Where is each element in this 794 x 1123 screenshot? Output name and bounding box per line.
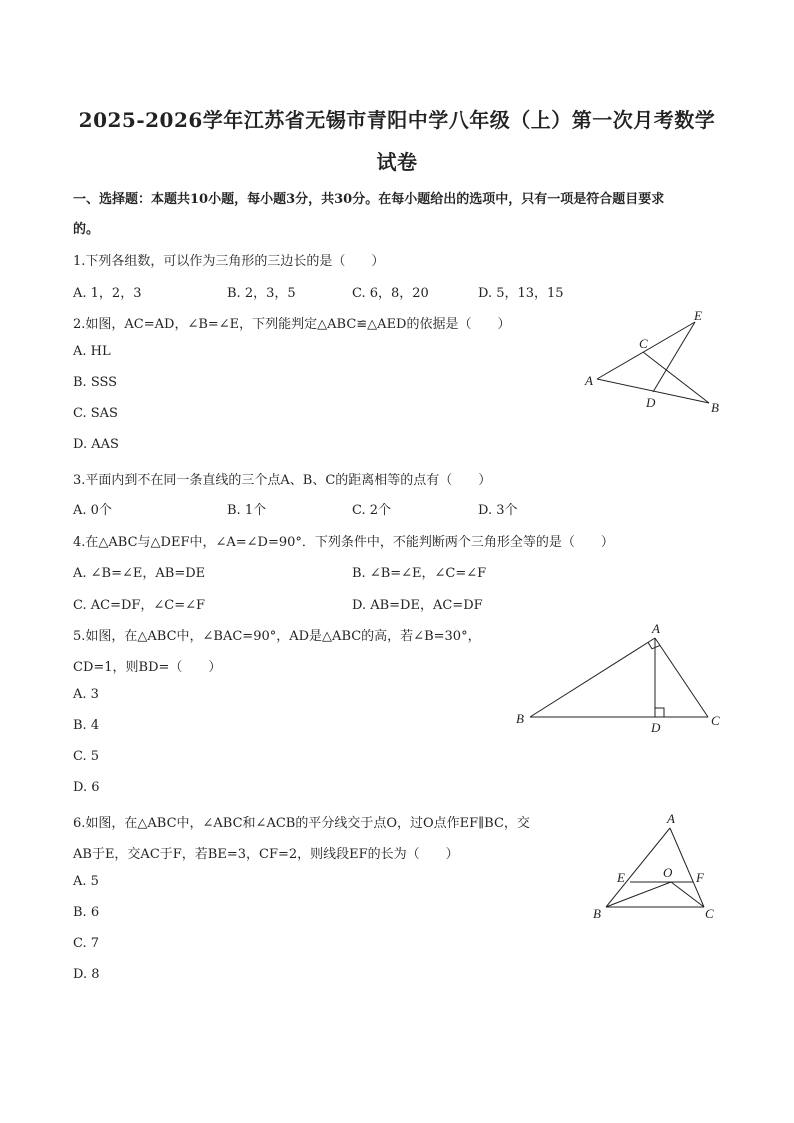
question-6-option-d[interactable]: D. 8 <box>73 967 100 982</box>
question-4-option-b[interactable]: B. ∠B=∠E，∠C=∠F <box>352 566 487 581</box>
question-2-option-d[interactable]: D. AAS <box>73 437 119 452</box>
question-5-stem-line1: 5.如图，在△ABC中，∠BAC=90°，AD是△ABC的高，若∠B=30°， <box>73 629 481 644</box>
question-3-stem: 3.平面内到不在同一条直线的三个点A、B、C的距离相等的点有（ ） <box>73 473 492 488</box>
question-3-option-b[interactable]: B. 1个 <box>227 503 267 518</box>
segment-ac <box>655 638 708 717</box>
paper-title-line1: 2025-2026学年江苏省无锡市青阳中学八年级（上）第一次月考数学 <box>78 108 716 132</box>
question-5-option-b[interactable]: B. 4 <box>73 718 100 733</box>
point-c-label: C <box>705 906 714 921</box>
point-a-label: A <box>585 373 593 388</box>
point-b-label: B <box>593 906 601 921</box>
question-5-figure <box>510 620 730 740</box>
point-c-label: C <box>639 336 648 351</box>
point-a-label: A <box>652 621 660 636</box>
segment-ba <box>530 638 655 717</box>
question-6-option-a[interactable]: A. 5 <box>73 874 99 889</box>
question-5-option-a[interactable]: A. 3 <box>73 687 99 702</box>
question-1-stem: 1.下列各组数，可以作为三角形的三边长的是（ ） <box>73 254 385 269</box>
question-1-option-a[interactable]: A. 1，2，3 <box>73 286 142 301</box>
question-1-option-d[interactable]: D. 5，13，15 <box>478 286 564 301</box>
question-4-option-a[interactable]: A. ∠B=∠E，AB=DE <box>73 566 206 581</box>
question-6-figure <box>590 810 730 925</box>
point-c-label: C <box>711 713 720 728</box>
question-6-stem-line1: 6.如图，在△ABC中，∠ABC和∠ACB的平分线交于点O，过O点作EF∥BC，交 <box>73 816 530 831</box>
point-d-label: D <box>646 395 656 410</box>
segment-ed <box>653 322 695 392</box>
segment-ac <box>670 828 704 907</box>
question-5-option-c[interactable]: C. 5 <box>73 749 100 764</box>
question-4-option-d[interactable]: D. AB=DE，AC=DF <box>352 598 483 613</box>
point-f-label: F <box>696 870 704 885</box>
question-6-stem-line2: AB于E，交AC于F，若BE=3，CF=2，则线段EF的长为（ ） <box>73 847 459 862</box>
question-1-option-c[interactable]: C. 6，8，20 <box>352 286 429 301</box>
right-angle-mark-d <box>655 708 664 717</box>
paper-title-line2: 试卷 <box>376 150 418 174</box>
question-2-option-b[interactable]: B. SSS <box>73 375 118 390</box>
question-2-option-a[interactable]: A. HL <box>73 344 111 359</box>
question-2-option-c[interactable]: C. SAS <box>73 406 118 421</box>
question-3-option-c[interactable]: C. 2个 <box>352 503 392 518</box>
question-1-option-b[interactable]: B. 2，3，5 <box>227 286 296 301</box>
question-6-option-b[interactable]: B. 6 <box>73 905 100 920</box>
question-2-figure <box>580 308 730 418</box>
point-e-label: E <box>694 308 702 323</box>
point-b-label: B <box>711 400 719 415</box>
question-3-option-a[interactable]: A. 0个 <box>73 503 112 518</box>
section-header-line1: 一、选择题：本题共10小题，每小题3分，共30分。在每小题给出的选项中，只有一项是符合题目要求 <box>73 192 665 207</box>
question-5-option-d[interactable]: D. 6 <box>73 780 100 795</box>
section-header-line2: 的。 <box>73 222 100 237</box>
question-4-option-c[interactable]: C. AC=DF，∠C=∠F <box>73 598 206 613</box>
point-o-label: O <box>663 865 673 880</box>
question-3-option-d[interactable]: D. 3个 <box>478 503 518 518</box>
point-b-label: B <box>516 711 524 726</box>
point-e-label: E <box>617 870 625 885</box>
question-4-stem: 4.在△ABC与△DEF中，∠A=∠D=90°．下列条件中，不能判断两个三角形全等的是（ ） <box>73 535 614 550</box>
question-6-option-c[interactable]: C. 7 <box>73 936 100 951</box>
question-5-stem-line2: CD=1，则BD=（ ） <box>73 660 222 675</box>
point-d-label: D <box>651 720 661 735</box>
point-a-label: A <box>667 811 675 826</box>
question-2-stem: 2.如图，AC=AD，∠B=∠E，下列能判定△ABC≌△AED的依据是（ ） <box>73 317 511 332</box>
